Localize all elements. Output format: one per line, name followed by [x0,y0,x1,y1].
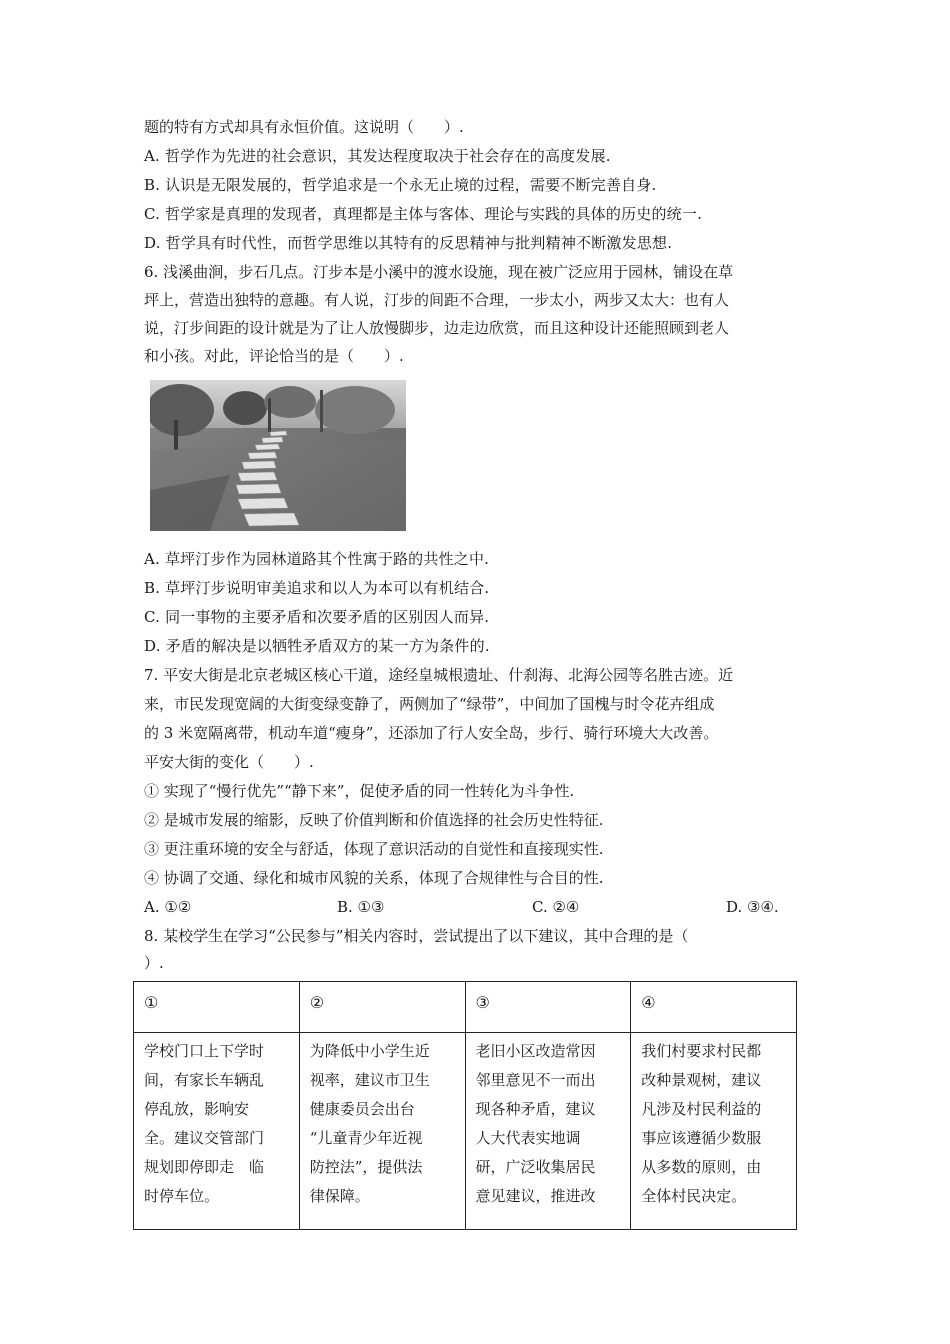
q7-choice-d: D. ③④. [726,898,779,916]
q6-stem-line-4: 和小孩。对此，评论恰当的是（ ）. [144,347,404,365]
suggestion-2-text: 为降低中小学生近 视率，建议市卫生 健康委员会出台 “儿童青少年近视 防控法”，提供法 律保障。 [309,1042,430,1205]
q8-stem-line-1: 8. 某校学生在学习“公民参与”相关内容时，尝试提出了以下建议，其中合理的是（ [144,927,689,945]
q7-choice-a: A. ①② [144,898,192,916]
q5-stem-tail: 题的特有方式却具有永恒价值。这说明（ ）. [144,118,464,136]
garden-stepping-stones-photo [150,380,406,531]
q6-option-c: C. 同一事物的主要矛盾和次要矛盾的区别因人而异. [144,608,490,626]
suggestion-1-text: 学校门口上下学时 间，有家长车辆乱 停乱放，影响安 全。建议交管部门 规划即停即走 临 时停车位。 [144,1042,265,1205]
q7-stem-line-4: 平安大街的变化（ ）. [144,753,314,771]
table-header-cell: ① [134,982,300,1033]
table-header-cell: ② [299,982,465,1033]
suggestion-4-text: 我们村要求村民都 改种景观树，建议 凡涉及村民利益的 事应该遵循少数服 从多数的原则，由 全体村民决定。 [641,1042,762,1205]
q7-statement-2: ② 是城市发展的缩影，反映了价值判断和价值选择的社会历史性特征. [144,811,604,829]
suggestion-3-text: 老旧小区改造常因 邻里意见不一而出 现各种矛盾，建议 人大代表实地调 研，广泛收集居民 意见建议，推进改 [475,1042,596,1205]
q6-option-b: B. 草坪汀步说明审美追求和以人为本可以有机结合. [144,579,490,597]
table-header-row [134,982,797,1033]
table-header-cell: ④ [631,982,797,1033]
table-row [134,1033,797,1230]
q5-option-c: C. 哲学家是真理的发现者，真理都是主体与客体、理论与实践的具体的历史的统一. [144,205,703,223]
q7-stem-line-1: 7. 平安大街是北京老城区核心干道，途经皇城根遗址、什刹海、北海公园等名胜古迹。近 [144,666,734,684]
q6-option-d: D. 矛盾的解决是以牺牲矛盾双方的某一方为条件的. [144,637,490,655]
table-header-cell: ③ [465,982,631,1033]
q7-choice-b: B. ①③ [337,898,385,916]
table-cell [299,1033,465,1230]
q7-statement-3: ③ 更注重环境的安全与舒适，体现了意识活动的自觉性和直接现实性. [144,840,604,858]
q7-choice-c: C. ②④ [532,898,580,916]
table-cell [631,1033,797,1230]
q7-stem-line-3: 的 3 米宽隔离带，机动车道“瘦身”，还添加了行人安全岛，步行、骑行环境大大改善。 [144,724,719,742]
q8-stem-line-2: ）. [144,954,164,972]
q6-stem-line-1: 6. 浅溪曲涧，步石几点。汀步本是小溪中的渡水设施，现在被广泛应用于园林，铺设在草 [144,263,734,281]
suggestions-table [133,981,797,1230]
table-cell [134,1033,300,1230]
q6-stem-line-3: 说，汀步间距的设计就是为了让人放慢脚步，边走边欣赏，而且这种设计还能照顾到老人 [144,319,730,337]
q6-option-a: A. 草坪汀步作为园林道路其个性寓于路的共性之中. [144,550,490,568]
q5-option-b: B. 认识是无限发展的，哲学追求是一个永无止境的过程，需要不断完善自身. [144,176,657,194]
q5-option-a: A. 哲学作为先进的社会意识，其发达程度取决于社会存在的高度发展. [144,147,611,165]
q5-option-d: D. 哲学具有时代性，而哲学思维以其特有的反思精神与批判精神不断激发思想. [144,234,673,252]
q6-stem-line-2: 坪上，营造出独特的意趣。有人说，汀步的间距不合理，一步太小，两步又太大：也有人 [144,291,730,309]
q7-stem-line-2: 来，市民发现宽阔的大街变绿变静了，两侧加了“绿带”，中间加了国槐与时令花卉组成 [144,695,715,713]
table-cell [465,1033,631,1230]
q7-statement-4: ④ 协调了交通、绿化和城市风貌的关系，体现了合规律性与合目的性. [144,869,604,887]
q7-statement-1: ① 实现了“慢行优先”“静下来”，促使矛盾的同一性转化为斗争性. [144,782,575,800]
